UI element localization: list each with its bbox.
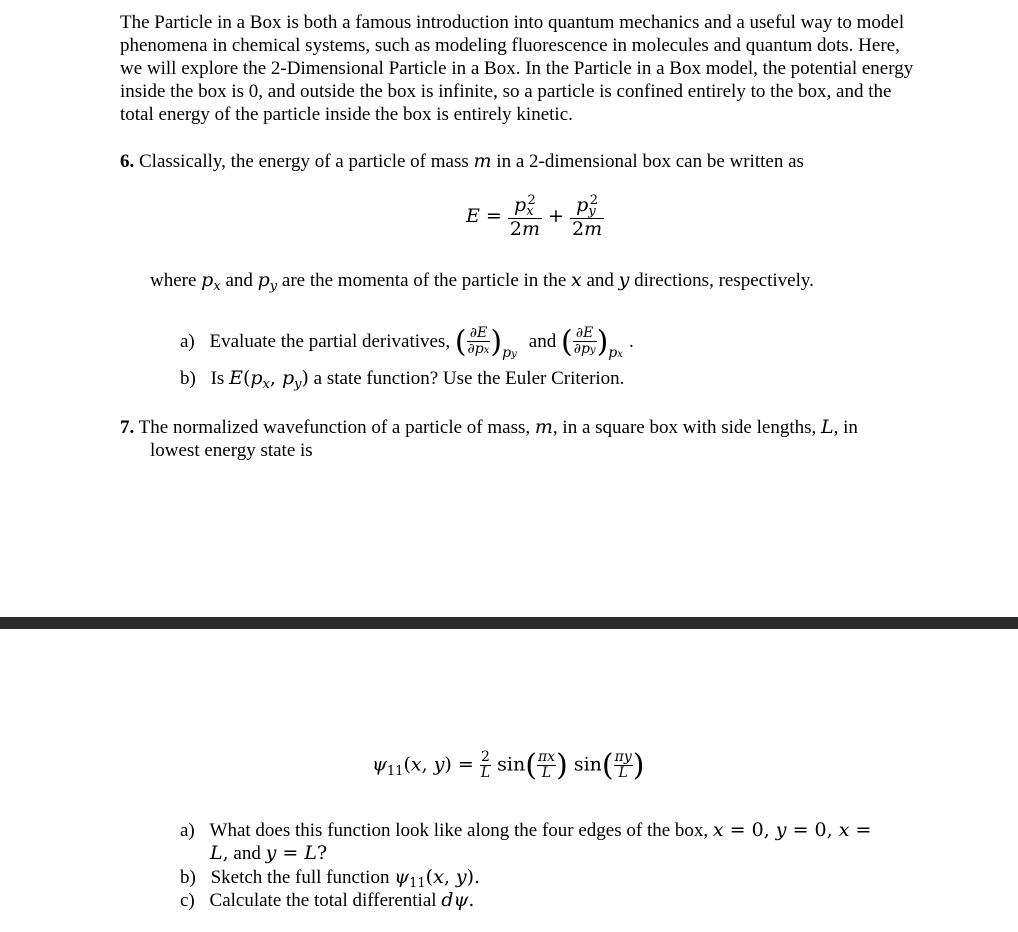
q6-statement xyxy=(120,150,804,173)
intro-paragraph: The Particle in a Box is both a famous introduction into quantum mechanics and a useful way to model phenomena in chemical systems, such as modeling fluorescence in molecules and quantum dots. Here, we will explore the 2-Dimensional Particle in a Box. In the Particle in a Box model, the potential energy inside the box is 0, and outside the box is infinite, so a particle is confined entirely to the box, and the total energy of the particle inside the box is entirely kinetic. xyxy=(120,12,914,125)
energy-equation: E = $\frac{p_x^2}{2m}$ + $\frac{p_y^2}{2m}$ xyxy=(466,193,603,240)
q7-line2: lowest energy state is xyxy=(150,440,313,461)
q7-statement: 7. The normalized wavefunction of a particle of mass, m, in a square box with side lengths, L, in xyxy=(120,416,858,438)
page-divider xyxy=(0,617,1018,629)
q6-part-b: b) Is $E(p_x$, $p_y$) a state function? Use the Euler Criterion. xyxy=(180,367,625,392)
q7-part-b: b) Sketch the full function $\psi_{11}(x$, y). xyxy=(180,866,481,891)
q6-text-after: in a 2-dimensional box can be written as xyxy=(496,151,804,172)
q6-number: 6. xyxy=(120,151,135,172)
wavefunction-equation: $\psi_{11}(x$, y) = $\frac{2}{L}$ sin( $\frac{\pi x}{L}$ ) sin( $\frac{\pi y}{L}$ ) xyxy=(372,748,645,783)
q7-part-c: c) Calculate the total differential dψ. xyxy=(180,889,475,911)
q7-part-a: a) What does this function look like along the four edges of the box, x = 0, y = 0, x = L, and y = L? xyxy=(180,819,872,864)
q6-a-label: a) xyxy=(180,331,195,352)
partial-E-py: ( $\frac{\partial E}{\partial py}$ )$_{px}$ xyxy=(560,324,623,361)
partial-E-px: ( $\frac{\partial E}{\partial px}$ )$_{py}$ xyxy=(454,324,517,361)
q6-where-line: where $p_x$ and $p_y$ are the momenta of the particle in the x and y directions, respectively. xyxy=(150,269,814,294)
q6-text-before: Classically, the energy of a particle of mass xyxy=(139,151,469,172)
mass-symbol: m xyxy=(473,150,492,172)
q6-part-a: a) Evaluate the partial derivatives, ( $\frac{\partial E}{\partial px}$ )$_{py}$ and ( $\frac{\partial E}{\partial py}$ )$_{px}$ . xyxy=(180,324,634,361)
